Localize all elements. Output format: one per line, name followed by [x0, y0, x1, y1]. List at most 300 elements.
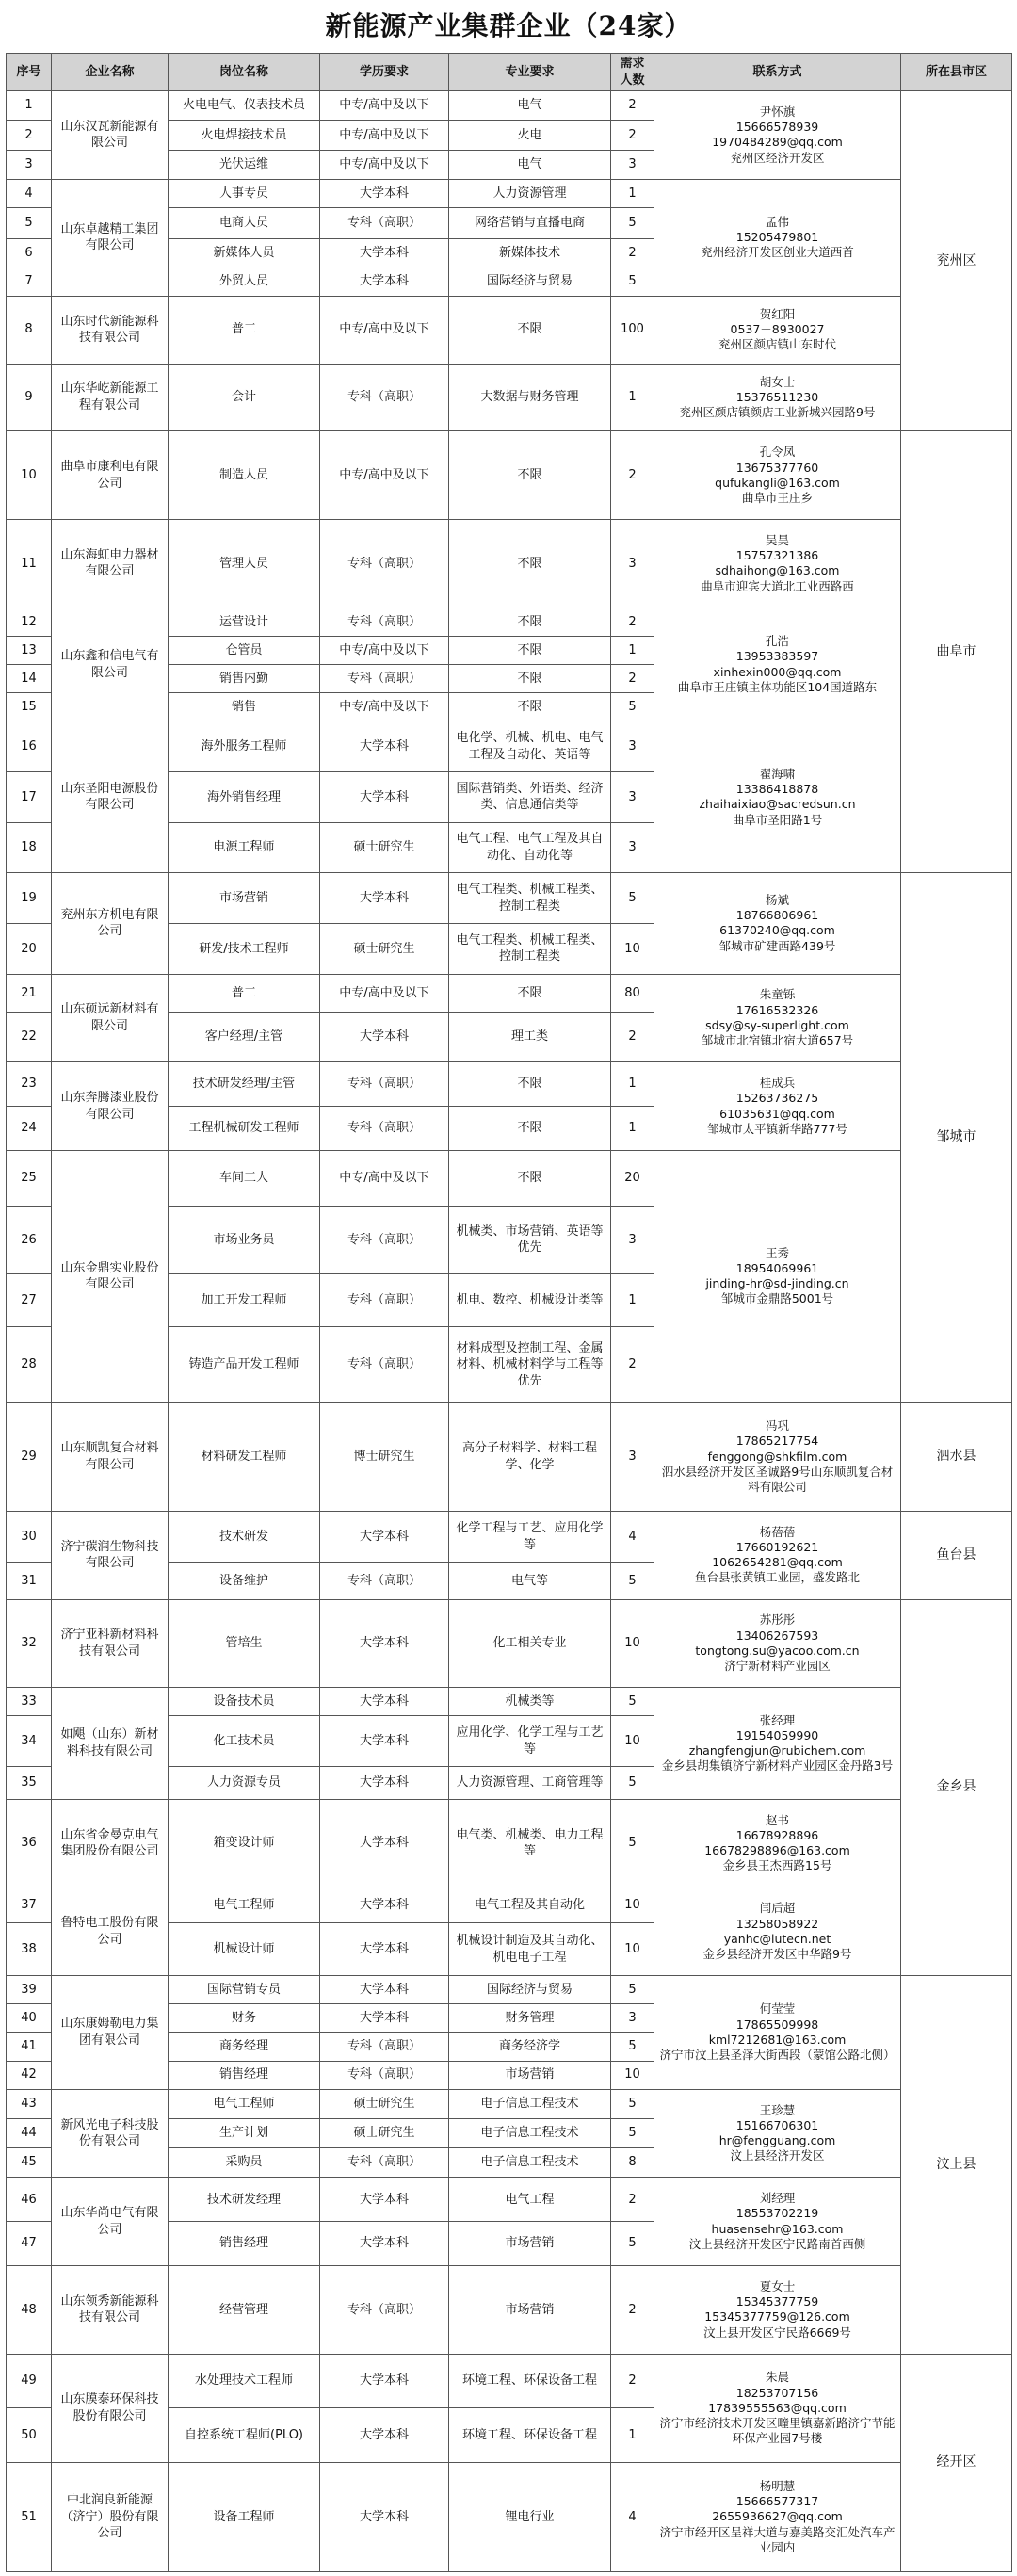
education-requirement: 大学本科	[320, 1012, 449, 1061]
contact-line: 胡女士	[759, 374, 796, 389]
headcount: 2	[611, 608, 654, 636]
table-row	[7, 2178, 1012, 2222]
company-name: 山东海虹电力器材有限公司	[52, 520, 169, 608]
row-number: 30	[7, 1511, 52, 1562]
contact-info	[654, 1976, 901, 2090]
row-number: 7	[7, 267, 52, 296]
contact-line: 王秀	[765, 1245, 789, 1260]
headcount: 2	[611, 431, 654, 520]
headcount: 1	[611, 636, 654, 664]
education-requirement: 中专/高中及以下	[320, 693, 449, 721]
position-name: 运营设计	[169, 608, 320, 636]
major-requirement: 人力资源管理、工商管理等	[449, 1767, 611, 1800]
major-requirement: 网络营销与直播电商	[449, 207, 611, 238]
row-number: 27	[7, 1274, 52, 1327]
contact-line: 13258058922	[735, 1916, 819, 1931]
col-header-county: 所在县市区	[901, 54, 1012, 91]
row-number: 41	[7, 2033, 52, 2061]
position-name: 外贸人员	[169, 267, 320, 296]
col-header-no: 序号	[7, 54, 52, 91]
table-row	[7, 1599, 1012, 1688]
headcount: 5	[611, 1799, 654, 1887]
row-number: 8	[7, 296, 52, 364]
contact-line: 15263736275	[735, 1091, 819, 1106]
education-requirement: 大学本科	[320, 2178, 449, 2222]
row-number: 46	[7, 2178, 52, 2222]
major-requirement: 不限	[449, 974, 611, 1012]
position-name: 铸造产品开发工程师	[169, 1327, 320, 1402]
table-row	[7, 431, 1012, 520]
contact-line: 孟伟	[765, 214, 789, 229]
headcount: 1	[611, 1274, 654, 1327]
contact-line: 1062654281@qq.com	[712, 1555, 843, 1570]
company-name: 山东华尚电气有限公司	[52, 2178, 169, 2266]
major-requirement: 电气类、机械类、电力工程等	[449, 1799, 611, 1887]
position-name: 火电焊接技术员	[169, 121, 320, 150]
education-requirement: 大学本科	[320, 2354, 449, 2408]
contact-line: 13386418878	[735, 782, 819, 797]
contact-line: 邹城市矿建西路439号	[718, 938, 836, 953]
major-requirement: 化工相关专业	[449, 1599, 611, 1688]
major-requirement: 电气工程及其自动化	[449, 1887, 611, 1923]
position-name: 仓管员	[169, 636, 320, 664]
contact-line: 桂成兵	[759, 1076, 796, 1091]
headcount: 1	[611, 364, 654, 431]
major-requirement: 机械类等	[449, 1688, 611, 1716]
row-number: 26	[7, 1206, 52, 1273]
position-name: 箱变设计师	[169, 1799, 320, 1887]
headcount: 10	[611, 1923, 654, 1976]
education-requirement: 中专/高中及以下	[320, 1150, 449, 1206]
headcount: 4	[611, 1511, 654, 1562]
contact-line: 杨斌	[765, 892, 789, 907]
contact-line: 泗水县经济开发区圣诚路9号山东顺凯复合材料有限公司	[661, 1464, 894, 1495]
headcount: 5	[611, 2118, 654, 2147]
contact-info	[654, 2178, 901, 2266]
contact-line: 1970484289@qq.com	[712, 135, 843, 150]
major-requirement: 高分子材料学、材料工程学、化学	[449, 1402, 611, 1511]
headcount: 5	[611, 1563, 654, 1599]
headcount: 2	[611, 2266, 654, 2355]
headcount: 3	[611, 150, 654, 179]
headcount: 100	[611, 296, 654, 364]
contact-line: 2655936627@qq.com	[712, 2509, 843, 2524]
company-name: 山东硕远新材料有限公司	[52, 974, 169, 1062]
row-number: 5	[7, 207, 52, 238]
headcount: 1	[611, 1062, 654, 1107]
headcount: 10	[611, 1599, 654, 1688]
contact-line: 汶上县经济开发区宁民路南首西侧	[688, 2236, 866, 2251]
major-requirement: 不限	[449, 1062, 611, 1107]
position-name: 市场业务员	[169, 1206, 320, 1273]
row-number: 1	[7, 91, 52, 121]
table-row	[7, 2354, 1012, 2408]
position-name: 光伏运维	[169, 150, 320, 179]
row-number: 9	[7, 364, 52, 431]
major-requirement: 材料成型及控制工程、金属材料、机械材料学与工程等优先	[449, 1327, 611, 1402]
position-name: 财务	[169, 2004, 320, 2033]
education-requirement: 大学本科	[320, 873, 449, 924]
contact-line: 16678298896@163.com	[704, 1843, 850, 1858]
contact-line: 18553702219	[735, 2206, 819, 2221]
contact-line: 汶上县开发区宁民路6669号	[703, 2325, 851, 2340]
contact-info	[654, 873, 901, 974]
position-name: 火电电气、仪表技术员	[169, 91, 320, 121]
contact-line: 邹城市北宿镇北宿大道657号	[701, 1033, 854, 1048]
education-requirement: 专科（高职）	[320, 1107, 449, 1151]
education-requirement: 专科（高职）	[320, 1563, 449, 1599]
headcount: 5	[611, 267, 654, 296]
col-header-company: 企业名称	[52, 54, 169, 91]
contact-line: 16678928896	[735, 1827, 819, 1842]
position-name: 普工	[169, 296, 320, 364]
contact-line: 孔浩	[765, 634, 789, 649]
contact-info	[654, 431, 901, 520]
contact-info	[654, 364, 901, 431]
position-name: 销售经理	[169, 2061, 320, 2089]
contact-line: 朱童铄	[759, 987, 796, 1002]
row-number: 39	[7, 1976, 52, 2004]
headcount: 5	[611, 2089, 654, 2118]
table-row	[7, 520, 1012, 608]
contact-line: 夏女士	[759, 2278, 796, 2293]
contact-line: 15345377759@126.com	[704, 2309, 850, 2325]
headcount: 1	[611, 1107, 654, 1151]
table-row	[7, 364, 1012, 431]
contact-line: 15757321386	[735, 548, 819, 563]
county-name: 金乡县	[901, 1599, 1012, 1976]
contact-line: 18954069961	[735, 1260, 819, 1275]
contact-line: 吴昊	[765, 532, 789, 547]
headcount: 10	[611, 1887, 654, 1923]
position-name: 销售内勤	[169, 665, 320, 693]
table-row	[7, 91, 1012, 121]
education-requirement: 中专/高中及以下	[320, 121, 449, 150]
headcount: 10	[611, 1716, 654, 1767]
major-requirement: 新媒体技术	[449, 239, 611, 267]
company-name: 中北润良新能源（济宁）股份有限公司	[52, 2463, 169, 2572]
contact-info	[654, 608, 901, 721]
row-number: 6	[7, 239, 52, 267]
contact-line: 17616532326	[735, 1002, 819, 1017]
contact-info	[654, 721, 901, 873]
row-number: 43	[7, 2089, 52, 2118]
row-number: 32	[7, 1599, 52, 1688]
contact-line: 汶上县经济开发区	[730, 2148, 825, 2163]
contact-info	[654, 1402, 901, 1511]
major-requirement: 理工类	[449, 1012, 611, 1061]
contact-line: 朱晨	[765, 2370, 789, 2385]
major-requirement: 应用化学、化学工程与工艺等	[449, 1716, 611, 1767]
row-number: 19	[7, 873, 52, 924]
contact-line: 15205479801	[735, 230, 819, 245]
education-requirement: 硕士研究生	[320, 2118, 449, 2147]
table-row	[7, 1976, 1012, 2004]
position-name: 水处理技术工程师	[169, 2354, 320, 2408]
contact-line: 61035631@qq.com	[719, 1106, 835, 1121]
education-requirement: 大学本科	[320, 1511, 449, 1562]
major-requirement: 不限	[449, 520, 611, 608]
major-requirement: 财务管理	[449, 2004, 611, 2033]
education-requirement: 专科（高职）	[320, 1062, 449, 1107]
company-name: 山东时代新能源科技有限公司	[52, 296, 169, 364]
contact-info	[654, 1150, 901, 1402]
row-number: 29	[7, 1402, 52, 1511]
contact-line: 0537－8930027	[730, 321, 825, 336]
row-number: 37	[7, 1887, 52, 1923]
county-name: 邹城市	[901, 873, 1012, 1402]
position-name: 制造人员	[169, 431, 320, 520]
contact-info	[654, 974, 901, 1062]
position-name: 技术研发经理	[169, 2178, 320, 2222]
table-row	[7, 1887, 1012, 1923]
contact-line: 17865217754	[735, 1434, 819, 1449]
major-requirement: 国际营销类、外语类、经济类、信息通信类等	[449, 772, 611, 823]
contact-line: 贺红阳	[759, 306, 796, 321]
education-requirement: 中专/高中及以下	[320, 150, 449, 179]
contact-line: 济宁市汶上县圣泽大街西段（蒙馆公路北侧）	[659, 2048, 896, 2063]
county-name: 汶上县	[901, 1976, 1012, 2355]
contact-line: 15376511230	[735, 389, 819, 404]
company-name: 山东卓越精工集团有限公司	[52, 179, 169, 296]
county-name: 经开区	[901, 2354, 1012, 2571]
row-number: 50	[7, 2408, 52, 2463]
headcount: 2	[611, 2354, 654, 2408]
education-requirement: 大学本科	[320, 2222, 449, 2266]
headcount: 5	[611, 1688, 654, 1716]
row-number: 14	[7, 665, 52, 693]
position-name: 技术研发经理/主管	[169, 1062, 320, 1107]
major-requirement: 不限	[449, 636, 611, 664]
row-number: 40	[7, 2004, 52, 2033]
contact-info	[654, 2463, 901, 2572]
contact-line: 13953383597	[735, 649, 819, 664]
row-number: 34	[7, 1716, 52, 1767]
major-requirement: 环境工程、环保设备工程	[449, 2354, 611, 2408]
education-requirement: 专科（高职）	[320, 608, 449, 636]
contact-line: 兖州经济开发区创业大道西首	[701, 245, 854, 260]
major-requirement: 人力资源管理	[449, 179, 611, 207]
contact-line: 赵书	[765, 1812, 789, 1827]
contact-line: yanhc@lutecn.net	[723, 1931, 831, 1946]
contact-line: kml7212681@163.com	[708, 2032, 847, 2047]
contact-line: 17865509998	[735, 2017, 819, 2032]
company-name: 鲁特电工股份有限公司	[52, 1887, 169, 1976]
company-name: 山东华屹新能源工程有限公司	[52, 364, 169, 431]
position-name: 国际营销专员	[169, 1976, 320, 2004]
major-requirement: 电气	[449, 150, 611, 179]
contact-line: 济宁新材料产业园区	[724, 1659, 831, 1674]
contact-line: qufukangli@163.com	[715, 475, 840, 490]
major-requirement: 国际经济与贸易	[449, 1976, 611, 2004]
position-name: 人力资源专员	[169, 1767, 320, 1800]
contact-line: 兖州区颜店镇颜店工业新城兴园路9号	[679, 405, 876, 420]
education-requirement: 大学本科	[320, 2408, 449, 2463]
headcount: 3	[611, 772, 654, 823]
company-name: 山东康姆勒电力集团有限公司	[52, 1976, 169, 2090]
headcount: 3	[611, 721, 654, 772]
major-requirement: 电气工程	[449, 2178, 611, 2222]
major-requirement: 大数据与财务管理	[449, 364, 611, 431]
contact-line: 15666578939	[735, 120, 819, 135]
row-number: 49	[7, 2354, 52, 2408]
position-name: 电气工程师	[169, 2089, 320, 2118]
contact-line: 张经理	[759, 1712, 796, 1727]
major-requirement: 机械设计制造及其自动化、机电电子工程	[449, 1923, 611, 1976]
contact-line: 18253707156	[735, 2385, 819, 2400]
contact-line: 15666577317	[735, 2494, 819, 2509]
headcount: 1	[611, 179, 654, 207]
headcount: 5	[611, 693, 654, 721]
contact-line: 兖州区经济开发区	[730, 150, 825, 165]
headcount: 3	[611, 822, 654, 873]
row-number: 16	[7, 721, 52, 772]
education-requirement: 大学本科	[320, 1887, 449, 1923]
county-name: 泗水县	[901, 1402, 1012, 1511]
col-header-major: 专业要求	[449, 54, 611, 91]
company-name: 如飓（山东）新材料科技有限公司	[52, 1688, 169, 1800]
headcount: 2	[611, 91, 654, 121]
headcount: 4	[611, 2463, 654, 2572]
contact-line: zhaihaixiao@sacredsun.cn	[699, 797, 856, 812]
company-name: 山东金鼎实业股份有限公司	[52, 1150, 169, 1402]
headcount: 3	[611, 2004, 654, 2033]
position-name: 工程机械研发工程师	[169, 1107, 320, 1151]
position-name: 设备维护	[169, 1563, 320, 1599]
education-requirement: 专科（高职）	[320, 665, 449, 693]
row-number: 23	[7, 1062, 52, 1107]
education-requirement: 硕士研究生	[320, 822, 449, 873]
education-requirement: 大学本科	[320, 2463, 449, 2572]
major-requirement: 电气工程、电气工程及其自动化、自动化等	[449, 822, 611, 873]
major-requirement: 电子信息工程技术	[449, 2148, 611, 2178]
education-requirement: 专科（高职）	[320, 2033, 449, 2061]
contact-info	[654, 91, 901, 180]
col-header-contact: 联系方式	[654, 54, 901, 91]
recruitment-table	[6, 53, 1012, 2572]
headcount: 2	[611, 1327, 654, 1402]
row-number: 24	[7, 1107, 52, 1151]
education-requirement: 专科（高职）	[320, 207, 449, 238]
major-requirement: 不限	[449, 431, 611, 520]
company-name: 济宁亚科新材料科技有限公司	[52, 1599, 169, 1688]
major-requirement: 不限	[449, 1150, 611, 1206]
education-requirement: 大学本科	[320, 1599, 449, 1688]
position-name: 自控系统工程师(PLO)	[169, 2408, 320, 2463]
contact-line: 邹城市太平镇新华路777号	[707, 1121, 848, 1136]
headcount: 10	[611, 2061, 654, 2089]
contact-line: 王珍慧	[759, 2102, 796, 2117]
position-name: 客户经理/主管	[169, 1012, 320, 1061]
education-requirement: 大学本科	[320, 239, 449, 267]
contact-info	[654, 1688, 901, 1800]
contact-info	[654, 1599, 901, 1688]
position-name: 机械设计师	[169, 1923, 320, 1976]
company-name: 山东顺凯复合材料有限公司	[52, 1402, 169, 1511]
education-requirement: 中专/高中及以下	[320, 296, 449, 364]
contact-line: 金乡县王杰西路15号	[722, 1858, 832, 1873]
row-number: 28	[7, 1327, 52, 1402]
position-name: 电商人员	[169, 207, 320, 238]
contact-line: 孔令凤	[759, 445, 796, 460]
contact-info	[654, 1062, 901, 1151]
position-name: 管培生	[169, 1599, 320, 1688]
contact-line: jinding-hr@sd-jinding.cn	[705, 1276, 849, 1291]
headcount: 5	[611, 207, 654, 238]
row-number: 51	[7, 2463, 52, 2572]
headcount: 10	[611, 923, 654, 974]
education-requirement: 专科（高职）	[320, 1206, 449, 1273]
row-number: 33	[7, 1688, 52, 1716]
contact-info	[654, 2266, 901, 2355]
education-requirement: 大学本科	[320, 1799, 449, 1887]
table-row	[7, 1688, 1012, 1716]
education-requirement: 大学本科	[320, 1688, 449, 1716]
table-row	[7, 1511, 1012, 1562]
row-number: 4	[7, 179, 52, 207]
education-requirement: 专科（高职）	[320, 2266, 449, 2355]
row-number: 47	[7, 2222, 52, 2266]
position-name: 技术研发	[169, 1511, 320, 1562]
headcount: 80	[611, 974, 654, 1012]
contact-line: 13675377760	[735, 460, 819, 475]
row-number: 20	[7, 923, 52, 974]
table-row	[7, 1402, 1012, 1511]
position-name: 市场营销	[169, 873, 320, 924]
contact-line: 15166706301	[735, 2117, 819, 2132]
company-name: 山东省金曼克电气集团股份有限公司	[52, 1799, 169, 1887]
company-name: 兖州东方机电有限公司	[52, 873, 169, 974]
contact-info	[654, 1511, 901, 1599]
headcount: 3	[611, 1402, 654, 1511]
contact-line: 兖州区颜店镇山东时代	[718, 337, 836, 352]
company-name: 山东领秀新能源科技有限公司	[52, 2266, 169, 2355]
major-requirement: 电子信息工程技术	[449, 2089, 611, 2118]
position-name: 新媒体人员	[169, 239, 320, 267]
headcount: 20	[611, 1150, 654, 1206]
table-row	[7, 1150, 1012, 1206]
major-requirement: 不限	[449, 693, 611, 721]
row-number: 38	[7, 1923, 52, 1976]
major-requirement: 电气工程类、机械工程类、控制工程类	[449, 923, 611, 974]
table-row	[7, 721, 1012, 772]
headcount: 1	[611, 2408, 654, 2463]
company-name: 山东膜泰环保科技股份有限公司	[52, 2354, 169, 2462]
table-row	[7, 1799, 1012, 1887]
table-row	[7, 1062, 1012, 1107]
contact-info	[654, 1887, 901, 1976]
county-name: 鱼台县	[901, 1511, 1012, 1599]
contact-line: 17839555563@qq.com	[708, 2400, 847, 2415]
position-name: 材料研发工程师	[169, 1402, 320, 1511]
education-requirement: 大学本科	[320, 1976, 449, 2004]
company-name: 曲阜市康利电有限公司	[52, 431, 169, 520]
education-requirement: 中专/高中及以下	[320, 431, 449, 520]
headcount: 5	[611, 2033, 654, 2061]
contact-line: 邹城市金鼎路5001号	[720, 1291, 834, 1306]
row-number: 22	[7, 1012, 52, 1061]
row-number: 15	[7, 693, 52, 721]
headcount: 8	[611, 2148, 654, 2178]
major-requirement: 市场营销	[449, 2222, 611, 2266]
company-name: 山东圣阳电源股份有限公司	[52, 721, 169, 873]
page-title: 新能源产业集群企业（24家）	[325, 10, 692, 41]
table-row	[7, 179, 1012, 207]
education-requirement: 硕士研究生	[320, 2089, 449, 2118]
position-name: 人事专员	[169, 179, 320, 207]
headcount: 2	[611, 665, 654, 693]
row-number: 35	[7, 1767, 52, 1800]
